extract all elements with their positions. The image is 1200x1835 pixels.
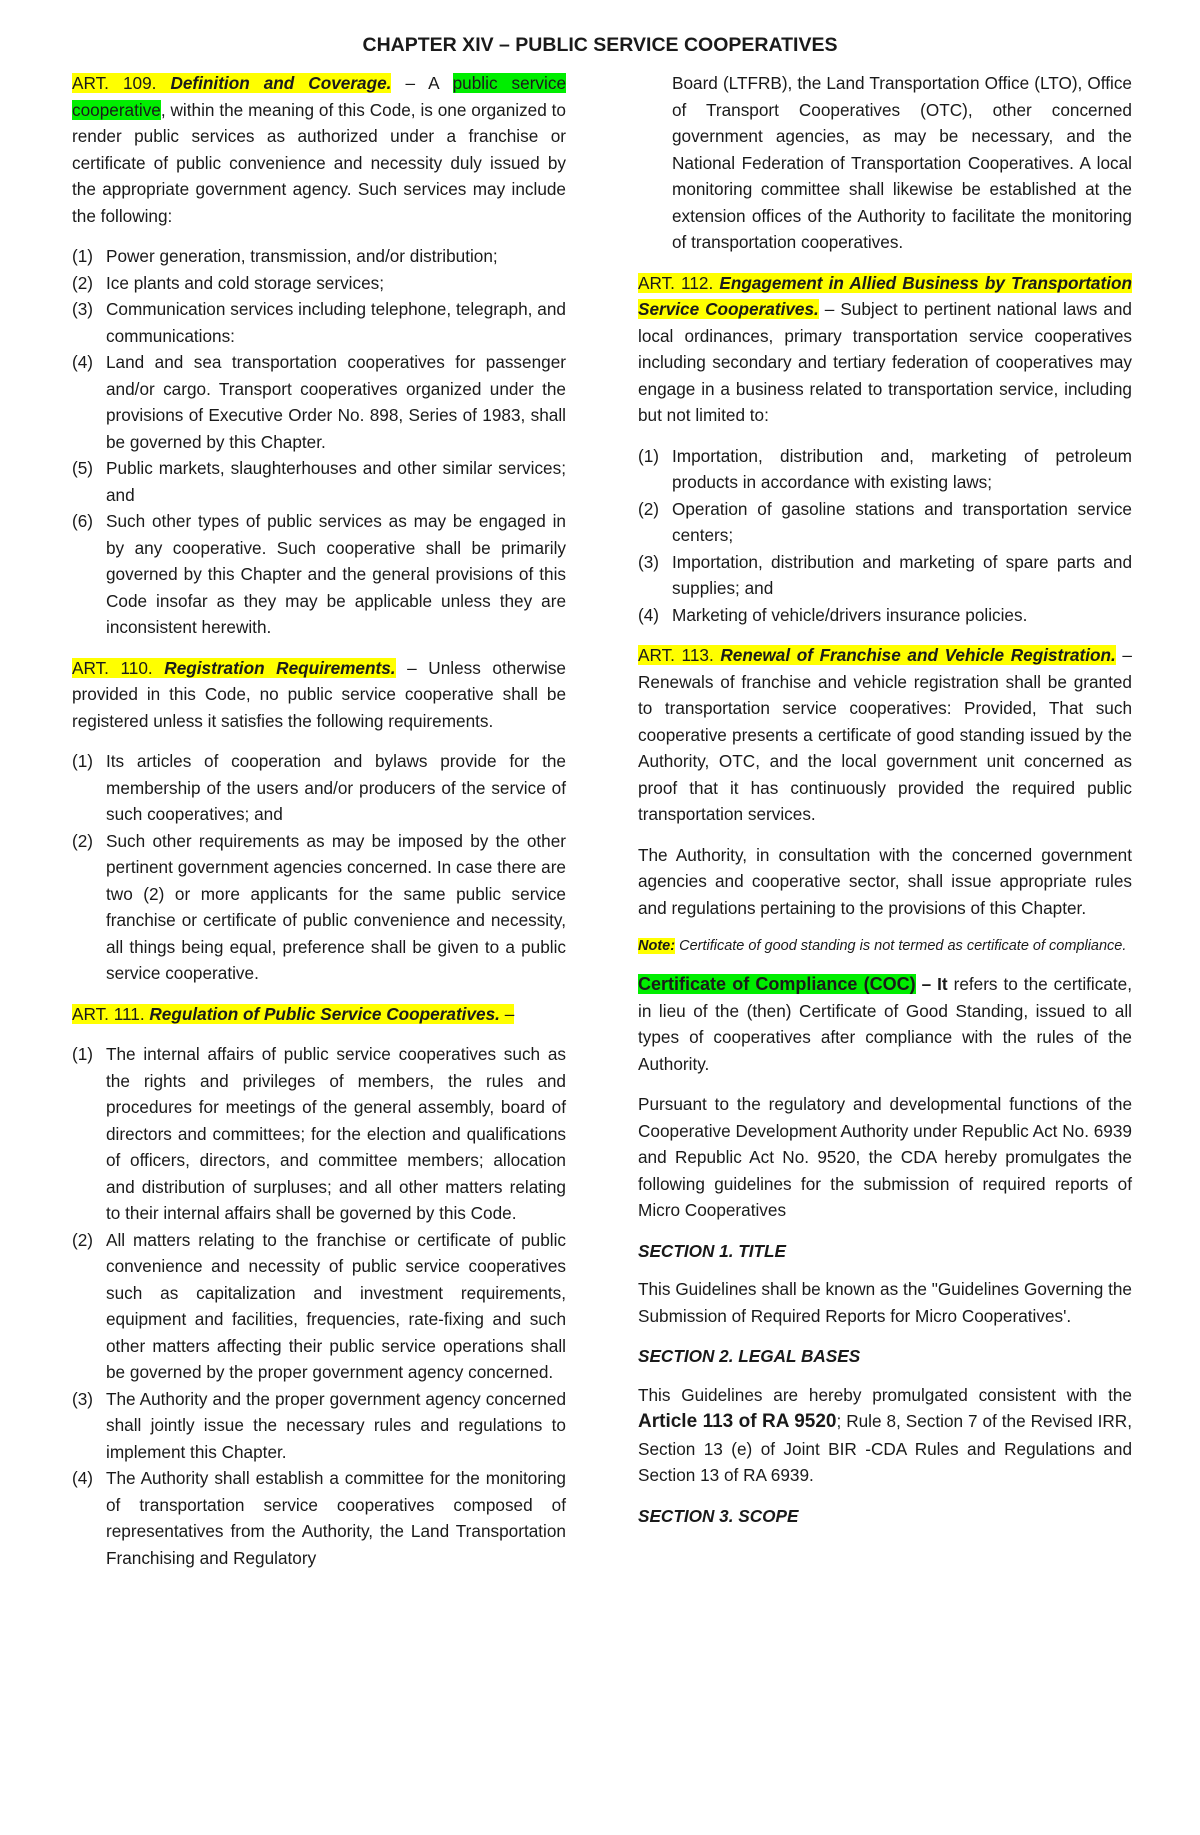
section-1-heading: SECTION 1. TITLE [638,1240,787,1261]
list-item [72,455,566,508]
list-number: (2) [72,1229,94,1250]
list-item [72,1227,566,1386]
art109-list [72,243,566,641]
list-number: (4) [72,1468,94,1488]
art109-label: ART. 109. [72,73,157,93]
art109-intro [72,70,566,229]
section-1-text: This Guidelines shall be known as the "Guidelines Governing the Submission of Required Reports for Micro Cooperatives'. [638,1279,1132,1326]
list-number: (3) [72,1388,94,1409]
list-text: Its articles of cooperation and bylaws provide for the membership of the users and/or producers of the service of such cooperatives; and [106,751,566,824]
art109-dash: – A [391,73,453,93]
list-text: Public markets, slaughterhouses and other similar services; and [106,458,566,505]
art112-label: ART. 112. [638,272,714,293]
list-number: (2) [72,830,94,851]
list-item [638,496,1132,549]
list-text: Communication services including telephone, telegraph, and communications: [106,299,566,346]
note-text: Certificate of good standing is not termed as certificate of compliance. [675,938,1127,954]
list-number: (1) [72,751,94,771]
coc-dash: – It [915,974,948,994]
list-number: (1) [72,246,94,266]
art109-term: public service cooperative [72,73,566,120]
section-2-text [638,1382,1132,1489]
list-text: The Authority and the proper government agency concerned shall jointly issue the necessary rules and regulations to implement this Chapter. [106,1388,566,1462]
list-text: Land and sea transportation cooperatives for passenger and/or cargo. Transport cooperatives organized under the provisions of Executive Order No. 898, Series of 1983, shall be governed by this Chapter. [106,352,566,452]
note-label: Note: [638,938,676,954]
list-item [72,828,566,987]
art111-title: Regulation of Public Service Cooperatives. [149,1003,500,1024]
left-column [72,70,566,1585]
art112-list [638,443,1132,629]
list-text: Power generation, transmission, and/or distribution; [106,246,498,266]
list-number: (5) [72,458,94,478]
art111-intro [72,1001,566,1028]
list-number: (4) [638,604,660,625]
section-3-heading: SECTION 3. SCOPE [638,1505,799,1526]
list-item [72,1386,566,1466]
list-number: (3) [72,299,94,319]
list-item [638,443,1132,496]
list-text: Such other requirements as may be imposed by the other pertinent government agencies concerned. In case there are two (2) or more applicants for the same public service franchise or certificate of public convenience and necessity, all things being equal, preference shall be given to a public service cooperative. [106,830,566,983]
art113-title: Renewal of Franchise and Vehicle Registration. [720,645,1116,665]
art111-list [72,1041,566,1571]
list-item [72,1041,566,1227]
list-item [638,602,1132,629]
list-text: Importation, distribution and, marketing of petroleum products in accordance with existing laws; [672,445,1132,492]
list-text: Such other types of public services as may be engaged in by any cooperative. Such cooperative shall be primarily governed by this Chapter and the general provisions of this Code insofar as they may be applicable unless they are inconsistent herewith. [106,511,566,637]
list-number: (1) [72,1044,94,1064]
list-text: Marketing of vehicle/drivers insurance policies. [672,604,1028,625]
list-item-continuation [638,70,1132,256]
coc-definition [638,971,1132,1077]
art110-title: Registration Requirements. [164,657,396,678]
art110-body: – Unless otherwise provided in this Code, no public service cooperative shall be registered unless it satisfies the following requirements. [72,657,566,731]
list-number: (2) [638,498,660,519]
art112-title: Engagement in Allied Business by Transportation Service Cooperatives. [638,272,1132,319]
section-2-text-before: This Guidelines are hereby promulgated consistent with the [638,1384,1132,1405]
section-2-text-after: ; Rule 8, Section 7 of the Revised IRR, Section 13 (e) of Joint BIR -CDA Rules and Regulations and Section 13 of RA 6939. [638,1411,1132,1485]
page-title: CHAPTER XIV – PUBLIC SERVICE COOPERATIVES [362,34,838,56]
art109-body: , within the meaning of this Code, is one organized to render public services as authorized under a franchise or certificate of public convenience and necessity duly issued by the appropriate government agency. Such services may include the following: [72,99,566,226]
art111-dash: – [499,1003,515,1024]
art110-list [72,748,566,987]
list-text: All matters relating to the franchise or certificate of public convenience and necessity of public service cooperatives such as capitalization and investment requirements, equipment and facilities, frequencies, rate-fixing and such other matters affecting their public service operations shall be governed by the proper government agency concerned. [106,1229,566,1382]
art111-label: ART. 111. [72,1003,145,1024]
list-number: (3) [638,551,660,572]
list-text: The internal affairs of public service cooperatives such as the rights and privileges of members, the rules and procedures for meetings of the general assembly, board of directors and committees; for the election and qualifications of officers, directors, and committee members; allocation and distribution of surpluses; and all other matters relating to their internal affairs shall be governed by this Code. [106,1044,566,1223]
list-item [72,349,566,455]
list-text: The Authority shall establish a committee for the monitoring of transportation service cooperatives composed of representatives from the Authority, the Land Transportation Franchising and Regulatory [106,1468,566,1568]
art113-body: – Renewals of franchise and vehicle registration shall be granted to transportation service cooperatives: Provided, That such cooperative presents a certificate of good standing issued by the Authority, OTC, and the local government unit concerned as proof that it has continuously provided the required public transportation services. [638,645,1132,824]
list-item [72,296,566,349]
art110-gap [153,658,165,678]
section-2-emphasis: Article 113 of RA 9520 [638,1411,837,1432]
list-item [72,243,566,270]
art113-paragraph-2: The Authority, in consultation with the concerned government agencies and cooperative sector, shall issue appropriate rules and regulations pertaining to the provisions of this Chapter. [638,844,1132,918]
art113-label: ART. 113. [638,645,714,665]
art111-continuation-list [638,70,1132,256]
art113-intro [638,642,1132,828]
list-text: Operation of gasoline stations and transportation service centers; [672,498,1132,545]
art109-title: Definition and Coverage. [170,73,392,93]
pursuant-paragraph: Pursuant to the regulatory and developmental functions of the Cooperative Development Authority under Republic Act No. 6939 and Republic Act No. 9520, the CDA hereby promulgates the following guidelines for the submission of required reports of Micro Cooperatives [638,1094,1132,1220]
right-column [638,70,1132,1541]
section-2-heading: SECTION 2. LEGAL BASES [638,1346,861,1366]
art109-dash-gap [156,73,170,93]
art112-body: – Subject to pertinent national laws and local ordinances, primary transportation service cooperatives including secondary and tertiary federation of cooperatives may engage in a business related to transportation service, including but not limited to: [638,299,1132,425]
list-number: (1) [638,445,660,466]
coc-body: refers to the certificate, in lieu of the (then) Certificate of Good Standing, issued to all types of cooperatives after compliance with the rules of the Authority. [638,974,1132,1074]
list-item [72,270,566,297]
list-text: Board (LTFRB), the Land Transportation Office (LTO), Office of Transport Cooperatives (OTC), other concerned government agencies, as may be necessary, and the National Federation of Transportation Cooperatives. A local monitoring committee shall likewise be established at the extension offices of the Authority to facilitate the monitoring of transportation cooperatives. [672,73,1132,252]
note [638,935,1132,957]
list-text: Importation, distribution and marketing of spare parts and supplies; and [672,551,1132,598]
list-item [72,508,566,641]
list-number: (4) [72,352,94,372]
list-item [72,748,566,828]
coc-term: Certificate of Compliance (COC) [638,974,916,994]
art110-label: ART. 110. [72,657,153,678]
list-item [72,1465,566,1571]
art112-intro [638,270,1132,429]
list-number: (2) [72,272,94,293]
list-text: Ice plants and cold storage services; [106,272,385,293]
art110-intro [72,655,566,735]
list-number: (6) [72,511,94,531]
list-item [638,549,1132,602]
